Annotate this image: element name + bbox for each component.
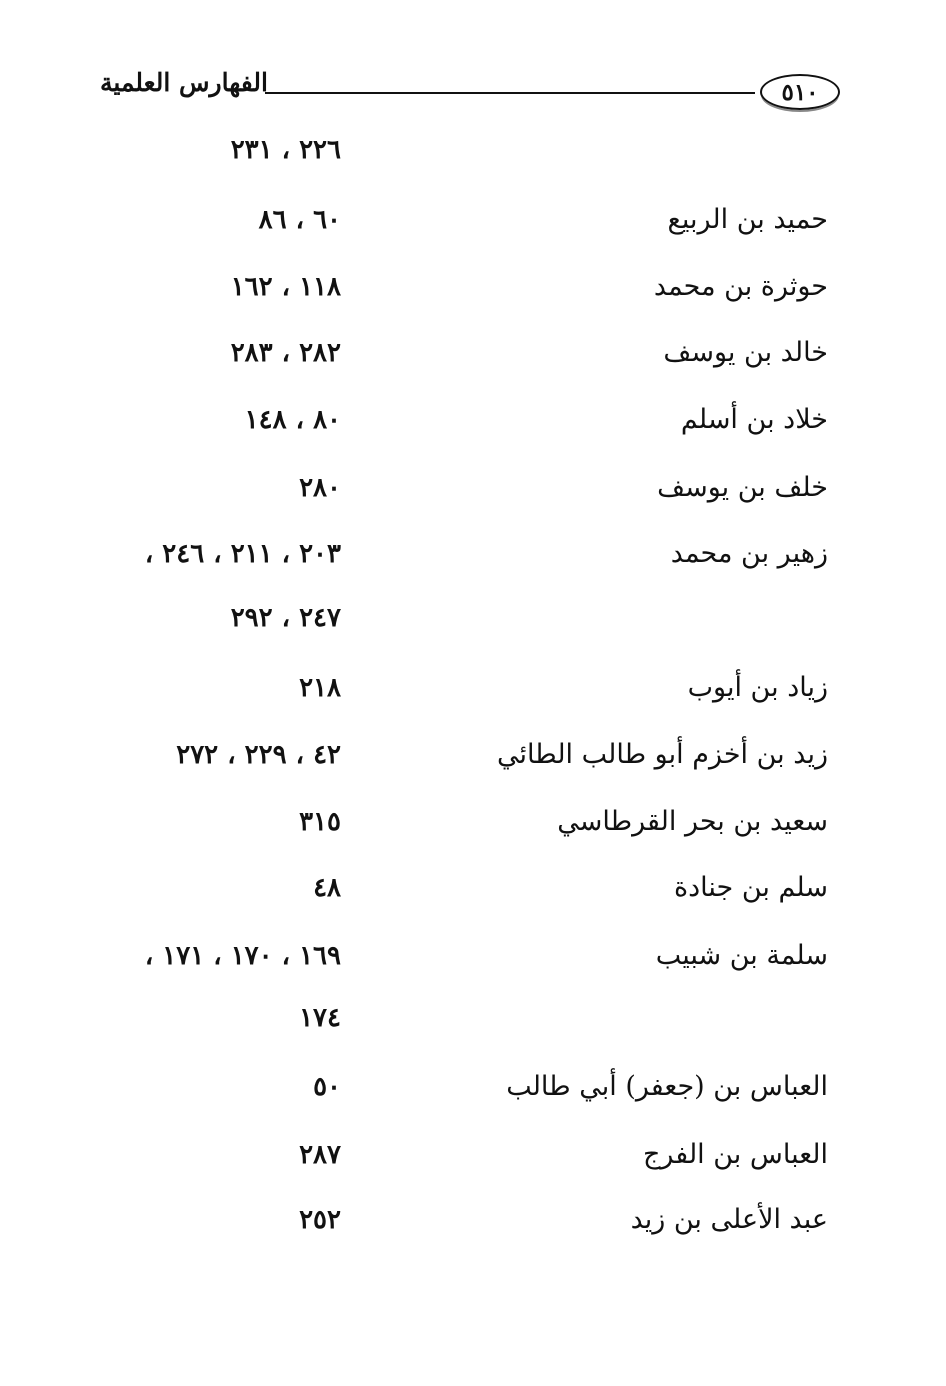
index-entry	[0, 733, 946, 777]
entry-pages: ٢٨٠	[299, 473, 341, 503]
index-entry	[0, 398, 946, 442]
entry-pages: ٤٢ ، ٢٢٩ ، ٢٧٢	[176, 740, 341, 770]
index-entry	[0, 198, 946, 242]
index-entry	[0, 800, 946, 844]
entry-pages: ٢٨٢ ، ٢٨٣	[230, 338, 341, 368]
entry-pages: ٣١٥	[299, 807, 341, 837]
running-header-title: الفهارس العلمية	[100, 68, 268, 97]
index-entry	[0, 866, 946, 910]
entry-name: زيد بن أخزم أبو طالب الطائي	[496, 739, 828, 770]
page-number-badge: ٥١٠	[760, 74, 840, 110]
entry-name: حميد بن الربيع	[667, 204, 828, 235]
entry-pages: ٥٠	[313, 1072, 341, 1102]
entry-pages: ٢٢٦ ، ٢٣١	[230, 135, 341, 165]
entry-pages: ٢٥٢	[299, 1205, 341, 1235]
index-entry	[0, 265, 946, 309]
entry-name: خلف بن يوسف	[657, 472, 828, 503]
index-entry	[0, 1133, 946, 1177]
entry-pages: ١٦٩ ، ١٧٠ ، ١٧١ ،	[144, 941, 341, 971]
entry-name: العباس بن (جعفر) أبي طالب	[506, 1071, 828, 1102]
index-entry	[0, 466, 946, 510]
entry-pages: ٢٠٣ ، ٢١١ ، ٢٤٦ ،	[144, 539, 341, 569]
entry-pages: ٦٠ ، ٨٦	[258, 205, 341, 235]
entry-name: عبد الأعلى بن زيد	[630, 1204, 828, 1235]
index-entry	[0, 666, 946, 710]
entry-pages: ٤٨	[313, 873, 341, 903]
entry-pages: ٢٨٧	[299, 1140, 341, 1170]
entry-name: زهير بن محمد	[670, 538, 828, 569]
entry-name: حوثرة بن محمد	[653, 271, 828, 302]
index-entry	[0, 1198, 946, 1242]
index-entry	[0, 934, 946, 978]
entry-name: خلاد بن أسلم	[680, 404, 828, 435]
entry-pages: ٢١٨	[299, 673, 341, 703]
entry-name: سلم بن جنادة	[674, 872, 828, 903]
entry-pages: ١٧٤	[299, 1003, 341, 1033]
index-entry	[0, 532, 946, 576]
entry-name: زياد بن أيوب	[687, 672, 828, 703]
index-entry	[0, 128, 946, 172]
entry-name: العباس بن الفرج	[642, 1139, 828, 1170]
entry-name: خالد بن يوسف	[663, 337, 828, 368]
entry-name: سلمة بن شبيب	[655, 940, 828, 971]
index-entry	[0, 1065, 946, 1109]
entry-pages: ٨٠ ، ١٤٨	[244, 405, 341, 435]
entry-pages: ٢٤٧ ، ٢٩٢	[230, 603, 341, 633]
entry-pages: ١١٨ ، ١٦٢	[230, 272, 341, 302]
index-entry	[0, 996, 946, 1040]
index-entry	[0, 596, 946, 640]
entry-name: سعيد بن بحر القرطاسي	[557, 806, 828, 837]
index-entry	[0, 331, 946, 375]
